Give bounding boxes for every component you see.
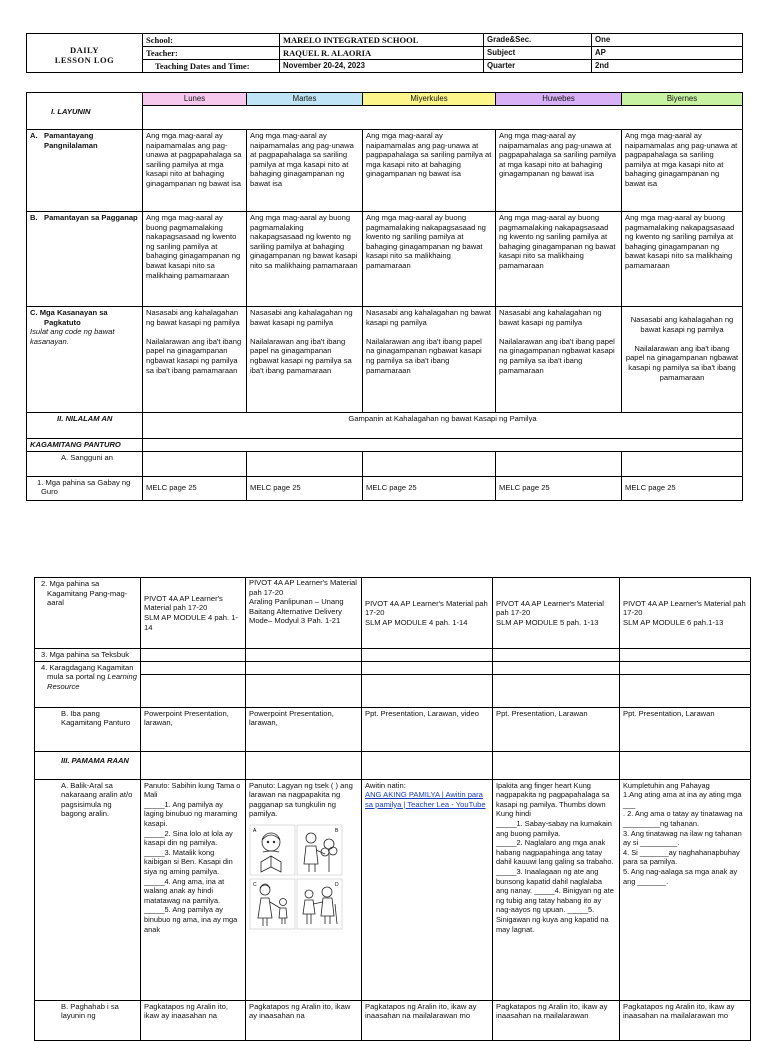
header-table	[26, 33, 743, 73]
iba-huwebes: Ppt. Presentation, Larawan	[493, 707, 620, 751]
teksbuk-label: 3. Mga pahina sa Teksbuk	[35, 649, 141, 662]
karagdagan-lunes	[141, 661, 246, 707]
kagamitan-row	[143, 439, 743, 452]
competency-martes: Nasasabi ang kahalagahan ng bawat kasapi ng pamilya Nailalarawan ang iba't ibang papel na ginagampanan ngbawat kasapi ng pamilya sa iba't ibang pamamaraan	[247, 307, 363, 413]
lm-biyernes: PIVOT 4A AP Learner's Material pah 17-20 SLM AP MODULE 6 pah.1-13	[620, 578, 751, 649]
karagdagan-italic: Learning Resource	[47, 672, 137, 691]
sanggunian-label: A. Sangguni an	[27, 451, 143, 476]
corner-cell	[27, 93, 143, 106]
a-text: Pamantayang Pangnilalaman	[44, 131, 98, 150]
gabay-biyernes: MELC page 25	[622, 476, 743, 500]
gabay-huwebes: MELC page 25	[496, 476, 622, 500]
balik-aral-huwebes: Ipakita ang finger heart Kung nagpapakita ng pagpapahalaga sa kasapi ng pamilya. Thumbs down Kung hindi _____1. Sabay-sabay na kumakain ang buong pamilya. _____2. Naglalaro ang mga anak habang nagpapahinga ang tatay dahil kauuwi lang galing sa trabaho. _____3. Inaalagaan ng ate ang bunsong kapatid dahil naglalaba ang nanay. _____4. Binigyan ng ate ng tubig ang tatay habang ito ay nag-aayos ng upuan. _____5. Sinigawan ng kuya ang kapatid na may lagnat.	[493, 779, 620, 1000]
balik-aral-lunes: Panuto: Sabihin kung Tama o Mali _____1. Ang pamilya ay laging binubuo ng maraming kasapi. _____2. Sina lolo at lola ay kasapi din ng pamilya. _____3. Matalik kong kaibigan si Ben. Kasapi din siya ng aming pamilya. _____4. Ang ama, ina at walang anak ay hindi matatawag na pamilya. _____5. Ang pamilya ay binubuo ng ama, ina ay mga anak	[141, 779, 246, 1000]
teacher-label: Teacher:	[143, 47, 280, 60]
mother-child-drawing	[258, 884, 287, 926]
c-sub: Isulat ang code ng bawat kasanayan.	[30, 327, 115, 346]
balik-aral-martes-text: Panuto: Lagyan ng tsek ( ) ang larawan na nagpapakita ng pagganap sa tungkulin ng pamilya.	[249, 780, 353, 819]
performance-standard-biyernes: Ang mga mag-aaral ay buong pagmamalaking nakapagsasaad ng kwento ng sariling pamilya at bahaging ginagampanan ng bawat kasapi nito sa malikhaing pamamaraan	[622, 212, 743, 307]
day-header-lunes: Lunes	[143, 93, 247, 106]
daily-lesson-log-title	[27, 34, 143, 73]
day-header-biyernes: Biyernes	[622, 93, 743, 106]
pamantayan-sa-pagganap-label	[27, 212, 143, 307]
paghahabi-lunes: Pagkatapos ng Aralin ito, ikaw ay inaasahan na	[141, 1000, 246, 1040]
song-video-link[interactable]: ANG AKING PAMILYA | Awitin para sa pamilya | Teacher Lea - YouTube	[365, 790, 486, 809]
pamamaraan-label: III. PAMAMA RAAN	[35, 751, 141, 779]
layunin-label: I. LAYUNIN	[27, 106, 143, 130]
teacher-value: RAQUEL R. ALAORIA	[280, 47, 484, 60]
a-letter: A.	[30, 131, 38, 140]
iba-miyerkules: Ppt. Presentation, Larawan, video	[362, 707, 493, 751]
teksbuk-miyerkules	[362, 649, 493, 662]
pamamaraan-lunes	[141, 751, 246, 779]
lesson-table-page2	[34, 577, 751, 1041]
teksbuk-martes	[246, 649, 362, 662]
paghahabi-biyernes: Pagkatapos ng Aralin ito, ikaw ay inaasahan na mailalarawan mo	[620, 1000, 751, 1040]
sanggunian-huwebes	[496, 451, 622, 476]
sanggunian-lunes	[143, 451, 247, 476]
sanggunian-biyernes	[622, 451, 743, 476]
competency-biyernes: Nasasabi ang kahalagahan ng bawat kasapi ng pamilya Nailalarawan ang iba't ibang papel na ginagampanan ngbawat kasapi ng pamilya sa iba't ibang pamamaraan	[622, 307, 743, 413]
subject-value: AP	[592, 47, 743, 60]
iba-pang-kagamitan-label: B. Iba pang Kagamitang Panturo	[35, 707, 141, 751]
competency-lunes: Nasasabi ang kahalagahan ng bawat kasapi ng pamilya Nailalarawan ang iba't ibang papel na ginagampanan ngbawat kasapi ng pamilya sa iba't ibang pamamaraan	[143, 307, 247, 413]
balik-aral-biyernes: Kumpletuhin ang Pahayag 1.Ang ating ama at ina ay ating mga ___ . 2. Ang ama o tatay ay tinatawag na _________ng tahanan. 3. Ang tinatawag na ilaw ng tahanan ay si _________. 4. Si _______ay naghahanapbuhay para sa pamilya. 5. Ang nag-aalaga sa mga anak ay ang _______.	[620, 779, 751, 1000]
karagdagan-biyernes	[620, 661, 751, 707]
nilalaman-label: II. NILALAM AN	[27, 413, 143, 439]
content-standard-miyerkules: Ang mga mag-aaral ay naipamamalas ang pag-unawa at pagpapahalaga sa sariling pamilya at mga kasapi nito at bahaging ginagampanan ng bawat isa	[363, 130, 496, 212]
performance-standard-martes: Ang mga mag-aaral ay buong pagmamalaking nakapagsasaad ng kwento ng sariling pamilya at bahaging ginagampanan ng bawat kasapi nito sa malikhaing pamamaraan	[247, 212, 363, 307]
school-value: MARELO INTEGRATED SCHOOL	[280, 34, 484, 47]
day-header-huwebes: Huwebes	[496, 93, 622, 106]
teksbuk-huwebes	[493, 649, 620, 662]
lm-huwebes: PIVOT 4A AP Learner's Material pah 17-20 SLM AP MODULE 5 pah. 1-13	[493, 578, 620, 649]
karagdagan-text: 4. Karagdagang Kagamitan mula sa portal ng	[41, 662, 134, 682]
sanggunian-martes	[247, 451, 363, 476]
paghahabi-huwebes: Pagkatapos ng Aralin ito, ikaw ay inaasahan na mailalarawan	[493, 1000, 620, 1040]
picture-frame-c	[250, 879, 295, 929]
b-letter: B.	[30, 213, 38, 222]
title-line1: DAILY	[69, 44, 100, 55]
pamamaraan-biyernes	[620, 751, 751, 779]
performance-standard-miyerkules: Ang mga mag-aaral ay buong pagmamalaking nakapagsasaad ng kwento ng sariling pamilya at bahaging ginagampanan ng bawat kasapi nito sa malikhaing pamamaraan	[363, 212, 496, 307]
karagdagan-martes	[246, 661, 362, 707]
school-label: School:	[143, 34, 280, 47]
title-line2: LESSON LOG	[54, 54, 115, 65]
picture-label-b: B	[335, 827, 339, 834]
performance-standard-lunes: Ang mga mag-aaral ay buong pagmamalaking nakapagsasaad ng kwento ng sariling pamilya at bahaging ginagampanan ng bawat kasapi nito sa malikhaing pamamaraan	[143, 212, 247, 307]
balik-aral-miyerkules-intro: Awitin natin:	[365, 780, 406, 790]
nilalaman-text: Gampanin at Kahalagahan ng bawat Kasapi ng Pamilya	[143, 413, 743, 439]
karagdagan-miyerkules	[362, 661, 493, 707]
karagdagan-huwebes	[493, 661, 620, 707]
lm-lunes: PIVOT 4A AP Learner's Material pah 17-20 SLM AP MODULE 4 pah. 1-14	[141, 578, 246, 649]
content-standard-lunes: Ang mga mag-aaral ay naipamamalas ang pag-unawa at pagpapahalaga sa sariling pamilya at mga kasapi nito at bahaging ginagampanan ng bawat isa	[143, 130, 247, 212]
child-reading-drawing	[261, 833, 281, 872]
quarter-value: 2nd	[592, 60, 743, 73]
family-chores-picture	[249, 822, 343, 932]
karagdagan-label	[35, 661, 141, 707]
iba-biyernes: Ppt. Presentation, Larawan	[620, 707, 751, 751]
balik-aral-label: A. Balik-Aral sa nakaraang aralin at/o pagsisimula ng bagong aralin.	[35, 779, 141, 1000]
kasanayan-label	[27, 307, 143, 413]
lesson-table-page1	[26, 92, 743, 501]
paghahabi-miyerkules: Pagkatapos ng Aralin ito, ikaw ay inaasahan na mailalarawan mo	[362, 1000, 493, 1040]
iba-martes: Powerpoint Presentation, larawan,	[246, 707, 362, 751]
teksbuk-biyernes	[620, 649, 751, 662]
picture-label-d: D	[335, 881, 339, 888]
day-header-martes: Martes	[247, 93, 363, 106]
grade-value: One	[592, 34, 743, 47]
quarter-label: Quarter	[484, 60, 592, 73]
helping-elder-drawing	[303, 887, 337, 924]
subject-label: Subject	[484, 47, 592, 60]
dates-value: November 20-24, 2023	[280, 60, 484, 73]
teksbuk-lunes	[141, 649, 246, 662]
lm-miyerkules: PIVOT 4A AP Learner's Material pah 17-20 SLM AP MODULE 4 pah. 1-14	[362, 578, 493, 649]
c-text: C. Mga Kasanayan sa Pagkatuto	[30, 308, 108, 327]
iba-lunes: Powerpoint Presentation, larawan,	[141, 707, 246, 751]
pamamaraan-miyerkules	[362, 751, 493, 779]
lm-martes: PIVOT 4A AP Learner's Material pah 17-20 Araling Panlipunan – Unang Baitang Alternative Delivery Mode– Modyul 3 Pah. 1-21	[246, 578, 362, 649]
content-standard-huwebes: Ang mga mag-aaral ay naipamamalas ang pag-unawa at pagpapahalaga sa sariling pamilya at mga kasapi nito at bahaging ginagampanan ng bawat isa	[496, 130, 622, 212]
content-standard-biyernes: Ang mga mag-aaral ay naipamamalas ang pag-unawa at pagpapahalaga sa sariling pamilya at mga kasapi nito at bahaging ginagampanan ng bawat isa	[622, 130, 743, 212]
competency-miyerkules: Nasasabi ang kahalagahan ng bawat kasapi ng pamilya Nailalarawan ang iba't ibang papel na ginagampanan ngbawat kasapi ng pamilya sa iba't ibang pamamaraan	[363, 307, 496, 413]
b-text: Pamantayan sa Pagganap	[44, 213, 138, 222]
gardening-drawing	[304, 833, 337, 872]
competency-huwebes: Nasasabi ang kahalagahan ng bawat kasapi ng pamilya Nailalarawan ang iba't ibang papel na ginagampanan ngbawat kasapi ng pamilya sa iba't ibang pamamaraan	[496, 307, 622, 413]
picture-label-c: C	[253, 881, 257, 888]
day-header-miyerkules: Miyerkules	[363, 93, 496, 106]
content-standard-martes: Ang mga mag-aaral ay naipamamalas ang pag-unawa at pagpapahalaga sa sariling pamilya at mga kasapi nito at bahaging ginagampanan ng bawat isa	[247, 130, 363, 212]
balik-aral-miyerkules	[362, 779, 493, 1000]
gabay-lunes: MELC page 25	[143, 476, 247, 500]
picture-label-a: A	[253, 827, 257, 834]
kagamitan-label: KAGAMITANG PANTURO	[27, 439, 143, 452]
balik-aral-martes	[246, 779, 362, 1000]
gabay-miyerkules: MELC page 25	[363, 476, 496, 500]
performance-standard-huwebes: Ang mga mag-aaral ay buong pagmamalaking nakapagsasaad ng kwento ng sariling pamilya at bahaging ginagampanan ng bawat kasapi nito sa malikhaing pamamaraan	[496, 212, 622, 307]
paghahabi-martes: Pagkatapos ng Aralin ito, ikaw ay inaasahan na	[246, 1000, 362, 1040]
pamamaraan-huwebes	[493, 751, 620, 779]
sanggunian-miyerkules	[363, 451, 496, 476]
pamantayang-pangnilalaman-label	[27, 130, 143, 212]
lm-label: 2. Mga pahina sa Kagamitang Pang-mag-aaral	[35, 578, 141, 649]
gabay-martes: MELC page 25	[247, 476, 363, 500]
paghahabi-label: B. Paghahab i sa layunin ng	[35, 1000, 141, 1040]
grade-label: Grade&Sec.	[484, 34, 592, 47]
dates-label: Teaching Dates and Time:	[143, 60, 280, 73]
gabay-label: 1. Mga pahina sa Gabay ng Guro	[27, 476, 143, 500]
pamamaraan-martes	[246, 751, 362, 779]
layunin-row	[143, 106, 743, 130]
